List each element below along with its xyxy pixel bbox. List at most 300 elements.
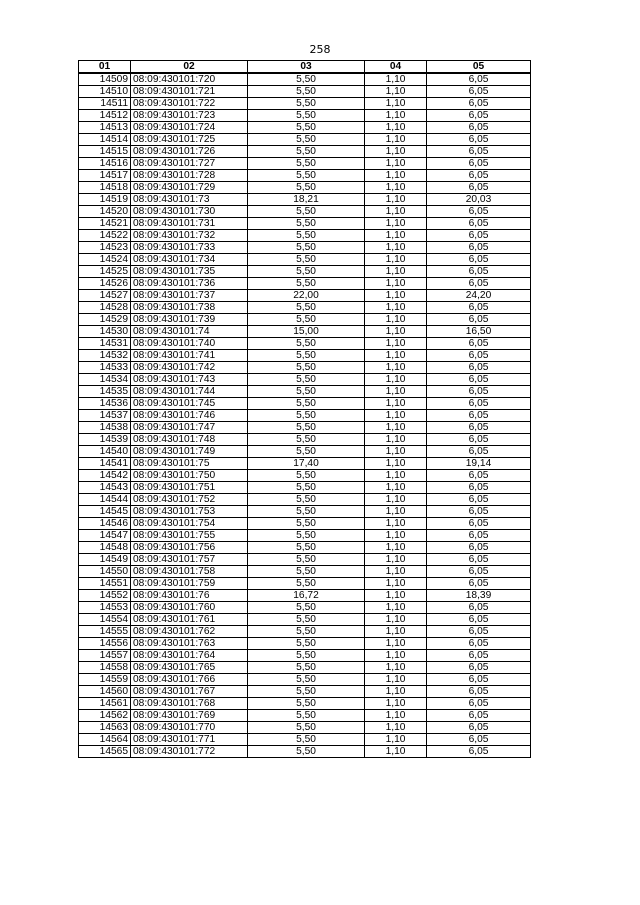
table-row	[79, 566, 531, 578]
cell-value-03: 5,50	[248, 674, 365, 686]
cell-value-04: 1,10	[365, 314, 427, 326]
cell-value-05: 6,05	[427, 506, 531, 518]
cell-value-05: 6,05	[427, 218, 531, 230]
cell-number: 14521	[79, 218, 131, 230]
table-row	[79, 734, 531, 746]
cell-value-03: 5,50	[248, 578, 365, 590]
cell-value-04: 1,10	[365, 122, 427, 134]
table-row	[79, 662, 531, 674]
cell-cadastral-id: 08:09:430101:724	[131, 122, 248, 134]
table-row	[79, 626, 531, 638]
cell-number: 14526	[79, 278, 131, 290]
cell-value-04: 1,10	[365, 434, 427, 446]
cell-value-04: 1,10	[365, 722, 427, 734]
table-row	[79, 98, 531, 110]
cell-value-04: 1,10	[365, 470, 427, 482]
cell-value-03: 5,50	[248, 626, 365, 638]
cell-value-05: 6,05	[427, 674, 531, 686]
cell-number: 14557	[79, 650, 131, 662]
cell-value-05: 6,05	[427, 86, 531, 98]
table-row	[79, 278, 531, 290]
cell-value-03: 5,50	[248, 470, 365, 482]
cell-value-03: 5,50	[248, 518, 365, 530]
cell-value-04: 1,10	[365, 518, 427, 530]
cell-value-05: 6,05	[427, 158, 531, 170]
table-row	[79, 686, 531, 698]
cell-value-03: 22,00	[248, 290, 365, 302]
cell-value-05: 6,05	[427, 278, 531, 290]
table-row	[79, 158, 531, 170]
cell-value-03: 5,50	[248, 170, 365, 182]
cell-value-03: 5,50	[248, 506, 365, 518]
cell-value-03: 5,50	[248, 338, 365, 350]
cell-value-04: 1,10	[365, 278, 427, 290]
cell-number: 14546	[79, 518, 131, 530]
cell-value-03: 5,50	[248, 218, 365, 230]
table-row	[79, 110, 531, 122]
cell-cadastral-id: 08:09:430101:741	[131, 350, 248, 362]
cell-cadastral-id: 08:09:430101:73	[131, 194, 248, 206]
table-row	[79, 482, 531, 494]
cell-value-03: 5,50	[248, 398, 365, 410]
cell-value-03: 5,50	[248, 530, 365, 542]
cell-value-05: 6,05	[427, 350, 531, 362]
table-row	[79, 554, 531, 566]
cell-cadastral-id: 08:09:430101:726	[131, 146, 248, 158]
cell-cadastral-id: 08:09:430101:748	[131, 434, 248, 446]
cell-cadastral-id: 08:09:430101:742	[131, 362, 248, 374]
table-row	[79, 518, 531, 530]
cell-cadastral-id: 08:09:430101:772	[131, 746, 248, 758]
cell-cadastral-id: 08:09:430101:760	[131, 602, 248, 614]
cell-value-04: 1,10	[365, 482, 427, 494]
cell-number: 14560	[79, 686, 131, 698]
table-row	[79, 710, 531, 722]
cell-number: 14514	[79, 134, 131, 146]
cell-value-04: 1,10	[365, 110, 427, 122]
cell-value-05: 6,05	[427, 746, 531, 758]
cell-cadastral-id: 08:09:430101:771	[131, 734, 248, 746]
table-row	[79, 86, 531, 98]
cell-value-03: 5,50	[248, 566, 365, 578]
cell-cadastral-id: 08:09:430101:739	[131, 314, 248, 326]
cell-value-03: 5,50	[248, 686, 365, 698]
column-header-02: 02	[131, 61, 248, 74]
cell-value-05: 6,05	[427, 710, 531, 722]
cell-cadastral-id: 08:09:430101:759	[131, 578, 248, 590]
cell-number: 14545	[79, 506, 131, 518]
cell-value-04: 1,10	[365, 230, 427, 242]
table-row	[79, 746, 531, 758]
table-row	[79, 146, 531, 158]
table-header-row	[79, 61, 531, 74]
cell-value-03: 5,50	[248, 302, 365, 314]
table-row	[79, 650, 531, 662]
cell-value-04: 1,10	[365, 446, 427, 458]
cell-value-05: 6,05	[427, 73, 531, 86]
cell-value-05: 6,05	[427, 98, 531, 110]
cell-cadastral-id: 08:09:430101:762	[131, 626, 248, 638]
table-body	[79, 73, 531, 758]
cell-number: 14529	[79, 314, 131, 326]
table-row	[79, 266, 531, 278]
cell-value-04: 1,10	[365, 254, 427, 266]
cell-number: 14561	[79, 698, 131, 710]
cell-number: 14524	[79, 254, 131, 266]
cell-value-05: 6,05	[427, 470, 531, 482]
cell-value-03: 5,50	[248, 122, 365, 134]
table-row	[79, 530, 531, 542]
table-row	[79, 422, 531, 434]
column-header-04: 04	[365, 61, 427, 74]
cell-cadastral-id: 08:09:430101:758	[131, 566, 248, 578]
column-header-01: 01	[79, 61, 131, 74]
cell-value-04: 1,10	[365, 134, 427, 146]
cell-value-04: 1,10	[365, 602, 427, 614]
cell-cadastral-id: 08:09:430101:722	[131, 98, 248, 110]
cell-value-04: 1,10	[365, 542, 427, 554]
cell-value-03: 5,50	[248, 734, 365, 746]
cell-cadastral-id: 08:09:430101:720	[131, 73, 248, 86]
cell-number: 14516	[79, 158, 131, 170]
cell-cadastral-id: 08:09:430101:729	[131, 182, 248, 194]
cell-number: 14548	[79, 542, 131, 554]
cell-value-05: 6,05	[427, 314, 531, 326]
cell-value-05: 16,50	[427, 326, 531, 338]
cell-cadastral-id: 08:09:430101:765	[131, 662, 248, 674]
cell-cadastral-id: 08:09:430101:728	[131, 170, 248, 182]
cell-value-05: 6,05	[427, 362, 531, 374]
cell-number: 14558	[79, 662, 131, 674]
cell-cadastral-id: 08:09:430101:750	[131, 470, 248, 482]
cell-value-05: 6,05	[427, 530, 531, 542]
cell-value-03: 5,50	[248, 446, 365, 458]
cell-cadastral-id: 08:09:430101:769	[131, 710, 248, 722]
cell-value-05: 6,05	[427, 230, 531, 242]
cell-cadastral-id: 08:09:430101:733	[131, 242, 248, 254]
cell-value-04: 1,10	[365, 73, 427, 86]
cell-number: 14509	[79, 73, 131, 86]
cell-value-04: 1,10	[365, 530, 427, 542]
table-row	[79, 338, 531, 350]
cell-value-03: 5,50	[248, 278, 365, 290]
cell-number: 14564	[79, 734, 131, 746]
cell-value-05: 6,05	[427, 242, 531, 254]
cell-number: 14518	[79, 182, 131, 194]
cell-value-04: 1,10	[365, 554, 427, 566]
cell-cadastral-id: 08:09:430101:770	[131, 722, 248, 734]
cell-value-03: 5,50	[248, 434, 365, 446]
table-row	[79, 614, 531, 626]
cell-value-03: 5,50	[248, 386, 365, 398]
cell-value-03: 5,50	[248, 73, 365, 86]
cell-value-05: 6,05	[427, 614, 531, 626]
cell-value-04: 1,10	[365, 338, 427, 350]
cell-value-03: 5,50	[248, 242, 365, 254]
cell-cadastral-id: 08:09:430101:763	[131, 638, 248, 650]
cell-value-05: 6,05	[427, 422, 531, 434]
cell-cadastral-id: 08:09:430101:723	[131, 110, 248, 122]
cell-value-05: 6,05	[427, 662, 531, 674]
cell-value-03: 18,21	[248, 194, 365, 206]
cell-cadastral-id: 08:09:430101:76	[131, 590, 248, 602]
cell-value-03: 5,50	[248, 746, 365, 758]
cell-value-05: 6,05	[427, 134, 531, 146]
table-row	[79, 302, 531, 314]
cell-cadastral-id: 08:09:430101:730	[131, 206, 248, 218]
table-row	[79, 230, 531, 242]
cell-number: 14550	[79, 566, 131, 578]
cell-value-05: 6,05	[427, 338, 531, 350]
cell-number: 14525	[79, 266, 131, 278]
table-row	[79, 506, 531, 518]
cell-number: 14528	[79, 302, 131, 314]
cell-value-04: 1,10	[365, 206, 427, 218]
cell-value-05: 6,05	[427, 626, 531, 638]
cell-cadastral-id: 08:09:430101:766	[131, 674, 248, 686]
cell-cadastral-id: 08:09:430101:751	[131, 482, 248, 494]
cell-cadastral-id: 08:09:430101:731	[131, 218, 248, 230]
cell-value-03: 5,50	[248, 86, 365, 98]
table-row	[79, 458, 531, 470]
cell-value-04: 1,10	[365, 590, 427, 602]
cell-value-05: 6,05	[427, 254, 531, 266]
cell-number: 14555	[79, 626, 131, 638]
cell-value-05: 6,05	[427, 566, 531, 578]
column-header-05: 05	[427, 61, 531, 74]
cell-value-05: 6,05	[427, 146, 531, 158]
cell-number: 14523	[79, 242, 131, 254]
table-row	[79, 134, 531, 146]
cell-value-04: 1,10	[365, 182, 427, 194]
table-row	[79, 73, 531, 86]
cell-cadastral-id: 08:09:430101:736	[131, 278, 248, 290]
cell-number: 14536	[79, 398, 131, 410]
cell-value-03: 5,50	[248, 710, 365, 722]
cell-cadastral-id: 08:09:430101:768	[131, 698, 248, 710]
cell-cadastral-id: 08:09:430101:725	[131, 134, 248, 146]
cell-number: 14531	[79, 338, 131, 350]
cell-value-05: 18,39	[427, 590, 531, 602]
cell-value-05: 6,05	[427, 374, 531, 386]
cell-number: 14537	[79, 410, 131, 422]
cell-value-04: 1,10	[365, 194, 427, 206]
table-row	[79, 242, 531, 254]
cell-number: 14533	[79, 362, 131, 374]
cell-value-03: 5,50	[248, 206, 365, 218]
cell-value-04: 1,10	[365, 362, 427, 374]
cell-number: 14515	[79, 146, 131, 158]
cell-value-03: 5,50	[248, 722, 365, 734]
cell-number: 14549	[79, 554, 131, 566]
cell-number: 14553	[79, 602, 131, 614]
cell-number: 14554	[79, 614, 131, 626]
cell-value-03: 5,50	[248, 374, 365, 386]
table-row	[79, 194, 531, 206]
cell-value-03: 5,50	[248, 422, 365, 434]
cell-value-04: 1,10	[365, 734, 427, 746]
table-row	[79, 122, 531, 134]
table-row	[79, 434, 531, 446]
table-row	[79, 254, 531, 266]
cell-cadastral-id: 08:09:430101:757	[131, 554, 248, 566]
cell-cadastral-id: 08:09:430101:740	[131, 338, 248, 350]
cell-value-04: 1,10	[365, 710, 427, 722]
cell-number: 14512	[79, 110, 131, 122]
cell-value-04: 1,10	[365, 98, 427, 110]
cell-value-04: 1,10	[365, 662, 427, 674]
cell-value-05: 6,05	[427, 206, 531, 218]
cell-value-05: 6,05	[427, 482, 531, 494]
cell-number: 14534	[79, 374, 131, 386]
cell-value-05: 6,05	[427, 578, 531, 590]
cell-value-05: 6,05	[427, 302, 531, 314]
cell-number: 14551	[79, 578, 131, 590]
table-row	[79, 446, 531, 458]
table-row	[79, 398, 531, 410]
cell-value-03: 17,40	[248, 458, 365, 470]
table-row	[79, 578, 531, 590]
cell-number: 14538	[79, 422, 131, 434]
cell-value-04: 1,10	[365, 386, 427, 398]
cell-value-05: 6,05	[427, 434, 531, 446]
cell-value-05: 6,05	[427, 122, 531, 134]
cell-number: 14562	[79, 710, 131, 722]
column-header-03: 03	[248, 61, 365, 74]
cell-value-03: 5,50	[248, 314, 365, 326]
cell-value-03: 5,50	[248, 350, 365, 362]
cell-value-03: 5,50	[248, 650, 365, 662]
table-row	[79, 350, 531, 362]
cell-value-04: 1,10	[365, 158, 427, 170]
cell-cadastral-id: 08:09:430101:754	[131, 518, 248, 530]
cell-value-04: 1,10	[365, 626, 427, 638]
cell-number: 14559	[79, 674, 131, 686]
cell-value-05: 6,05	[427, 602, 531, 614]
cell-value-05: 6,05	[427, 446, 531, 458]
cell-cadastral-id: 08:09:430101:764	[131, 650, 248, 662]
cell-value-05: 6,05	[427, 734, 531, 746]
cell-value-05: 6,05	[427, 686, 531, 698]
table-row	[79, 590, 531, 602]
cell-value-05: 19,14	[427, 458, 531, 470]
cell-cadastral-id: 08:09:430101:753	[131, 506, 248, 518]
cell-value-03: 5,50	[248, 410, 365, 422]
cell-value-04: 1,10	[365, 578, 427, 590]
table-row	[79, 386, 531, 398]
cell-number: 14535	[79, 386, 131, 398]
table-row	[79, 674, 531, 686]
cell-number: 14547	[79, 530, 131, 542]
table-row	[79, 410, 531, 422]
cell-number: 14530	[79, 326, 131, 338]
cell-cadastral-id: 08:09:430101:761	[131, 614, 248, 626]
cell-cadastral-id: 08:09:430101:738	[131, 302, 248, 314]
table-row	[79, 698, 531, 710]
cell-number: 14565	[79, 746, 131, 758]
cell-cadastral-id: 08:09:430101:734	[131, 254, 248, 266]
cell-value-03: 5,50	[248, 662, 365, 674]
cell-value-04: 1,10	[365, 674, 427, 686]
cell-number: 14563	[79, 722, 131, 734]
cell-value-04: 1,10	[365, 302, 427, 314]
cell-value-04: 1,10	[365, 746, 427, 758]
cell-number: 14542	[79, 470, 131, 482]
cell-value-05: 24,20	[427, 290, 531, 302]
cell-value-05: 6,05	[427, 170, 531, 182]
cell-value-04: 1,10	[365, 686, 427, 698]
cell-value-03: 5,50	[248, 254, 365, 266]
cell-number: 14539	[79, 434, 131, 446]
cell-value-05: 20,03	[427, 194, 531, 206]
cell-value-04: 1,10	[365, 374, 427, 386]
cell-value-04: 1,10	[365, 350, 427, 362]
cell-number: 14527	[79, 290, 131, 302]
cell-number: 14510	[79, 86, 131, 98]
cell-number: 14540	[79, 446, 131, 458]
cell-number: 14522	[79, 230, 131, 242]
cell-value-03: 5,50	[248, 554, 365, 566]
cell-number: 14543	[79, 482, 131, 494]
cell-value-05: 6,05	[427, 398, 531, 410]
cell-value-04: 1,10	[365, 398, 427, 410]
cell-value-03: 5,50	[248, 482, 365, 494]
cell-value-05: 6,05	[427, 182, 531, 194]
cell-value-03: 15,00	[248, 326, 365, 338]
cell-value-03: 5,50	[248, 638, 365, 650]
cell-value-05: 6,05	[427, 518, 531, 530]
table-row	[79, 314, 531, 326]
cell-value-04: 1,10	[365, 86, 427, 98]
data-table	[78, 60, 531, 758]
cell-value-04: 1,10	[365, 650, 427, 662]
table-row	[79, 206, 531, 218]
cell-value-04: 1,10	[365, 422, 427, 434]
table-row	[79, 182, 531, 194]
cell-cadastral-id: 08:09:430101:74	[131, 326, 248, 338]
cell-cadastral-id: 08:09:430101:735	[131, 266, 248, 278]
cell-number: 14532	[79, 350, 131, 362]
cell-cadastral-id: 08:09:430101:745	[131, 398, 248, 410]
cell-number: 14552	[79, 590, 131, 602]
table-row	[79, 602, 531, 614]
table-row	[79, 326, 531, 338]
cell-value-03: 5,50	[248, 494, 365, 506]
cell-value-04: 1,10	[365, 494, 427, 506]
cell-value-03: 5,50	[248, 98, 365, 110]
table-row	[79, 638, 531, 650]
cell-value-03: 5,50	[248, 266, 365, 278]
table-row	[79, 218, 531, 230]
cell-value-03: 5,50	[248, 182, 365, 194]
cell-value-04: 1,10	[365, 326, 427, 338]
cell-value-05: 6,05	[427, 698, 531, 710]
cell-number: 14513	[79, 122, 131, 134]
cell-value-03: 5,50	[248, 230, 365, 242]
cell-cadastral-id: 08:09:430101:75	[131, 458, 248, 470]
cell-value-05: 6,05	[427, 266, 531, 278]
cell-value-03: 5,50	[248, 362, 365, 374]
cell-value-03: 16,72	[248, 590, 365, 602]
cell-value-04: 1,10	[365, 458, 427, 470]
cell-cadastral-id: 08:09:430101:747	[131, 422, 248, 434]
table-row	[79, 170, 531, 182]
cell-value-04: 1,10	[365, 410, 427, 422]
cell-cadastral-id: 08:09:430101:744	[131, 386, 248, 398]
cell-value-04: 1,10	[365, 290, 427, 302]
cell-value-05: 6,05	[427, 542, 531, 554]
cell-cadastral-id: 08:09:430101:767	[131, 686, 248, 698]
